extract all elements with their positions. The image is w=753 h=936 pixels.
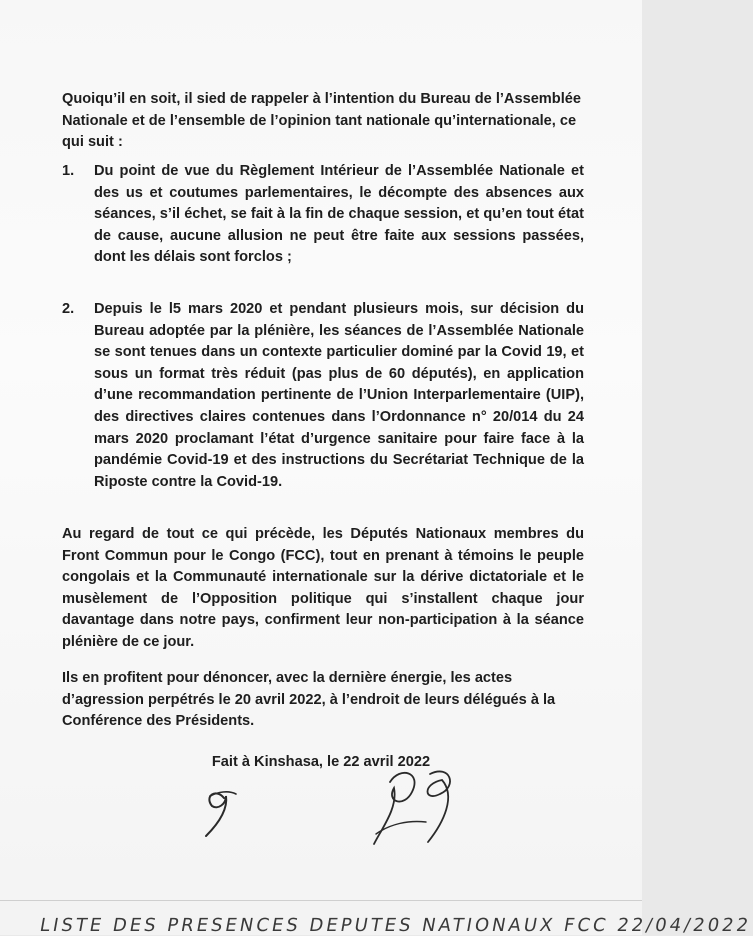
list-item-number: 2. (62, 300, 75, 317)
next-page-edge (0, 900, 753, 936)
conclusion-paragraph: Au regard de tout ce qui précède, les Députés Nationaux membres du Front Commun pour le Congo (FCC), tout en prenant à témoins le peuple congolais et la Communauté internationale sur la dérive dictatoriale et le musèlement de l’Opposition politique qui s’installent chaque jour davantage dans notre pays, confirment leur non-participation à la séance plénière de ce jour. (62, 526, 584, 650)
handwritten-signature-left (196, 776, 256, 842)
intro-paragraph: Quoiqu’il en soit, il sied de rappeler à l’intention du Bureau de l’Assemblée Nationale et de l’ensemble de l’opinion tant nationale qu’internationale, ce qui suit : (62, 91, 581, 151)
list-item-text: Du point de vue du Règlement Intérieur de l’Assemblée Nationale et des us et coutumes parlementaires, le décompte des absences aux séances, s’il échet, se fait à la fin de chaque session, et qu’en tout état de cause, aucune allusion ne peut être faite aux sessions passées, dont les délais sont forclos ; (94, 163, 584, 266)
list-item-text: Depuis le l5 mars 2020 et pendant plusieurs mois, sur décision du Bureau adoptée par la plénière, les séances de l’Assemblée Nationale se sont tenues dans un contexte particulier dominé par la Covid 19, et sous un format très réduit (pas plus de 60 députés), en application d’une recommandation pertinente de l’Union Interparlementaire (UIP), des directives claires contenues dans l’Ordonnance n° 20/014 du 24 mars 2020 proclamant l’état d’urgence sanitaire pour faire face à la pandémie Covid-19 et des instructions du Secrétariat Technique de la Riposte contre la Covid-19. (94, 300, 584, 490)
numbered-list (62, 161, 584, 493)
next-page-handwritten-header: LISTE DES PRESENCES DEPUTES NATIONAUX FCC 22/04/2022 (38, 915, 753, 936)
place-and-date: Fait à Kinshasa, le 22 avril 2022 (211, 754, 431, 770)
denunciation-paragraph: Ils en profitent pour dénoncer, avec la dernière énergie, les actes d’agression perpétrés le 20 avril 2022, à l’endroit de leurs délégués à la Conférence des Présidents. (62, 670, 556, 730)
list-item (62, 161, 584, 269)
list-item (62, 299, 584, 493)
list-item-number: 1. (62, 163, 75, 179)
handwritten-signature-right (360, 762, 470, 852)
